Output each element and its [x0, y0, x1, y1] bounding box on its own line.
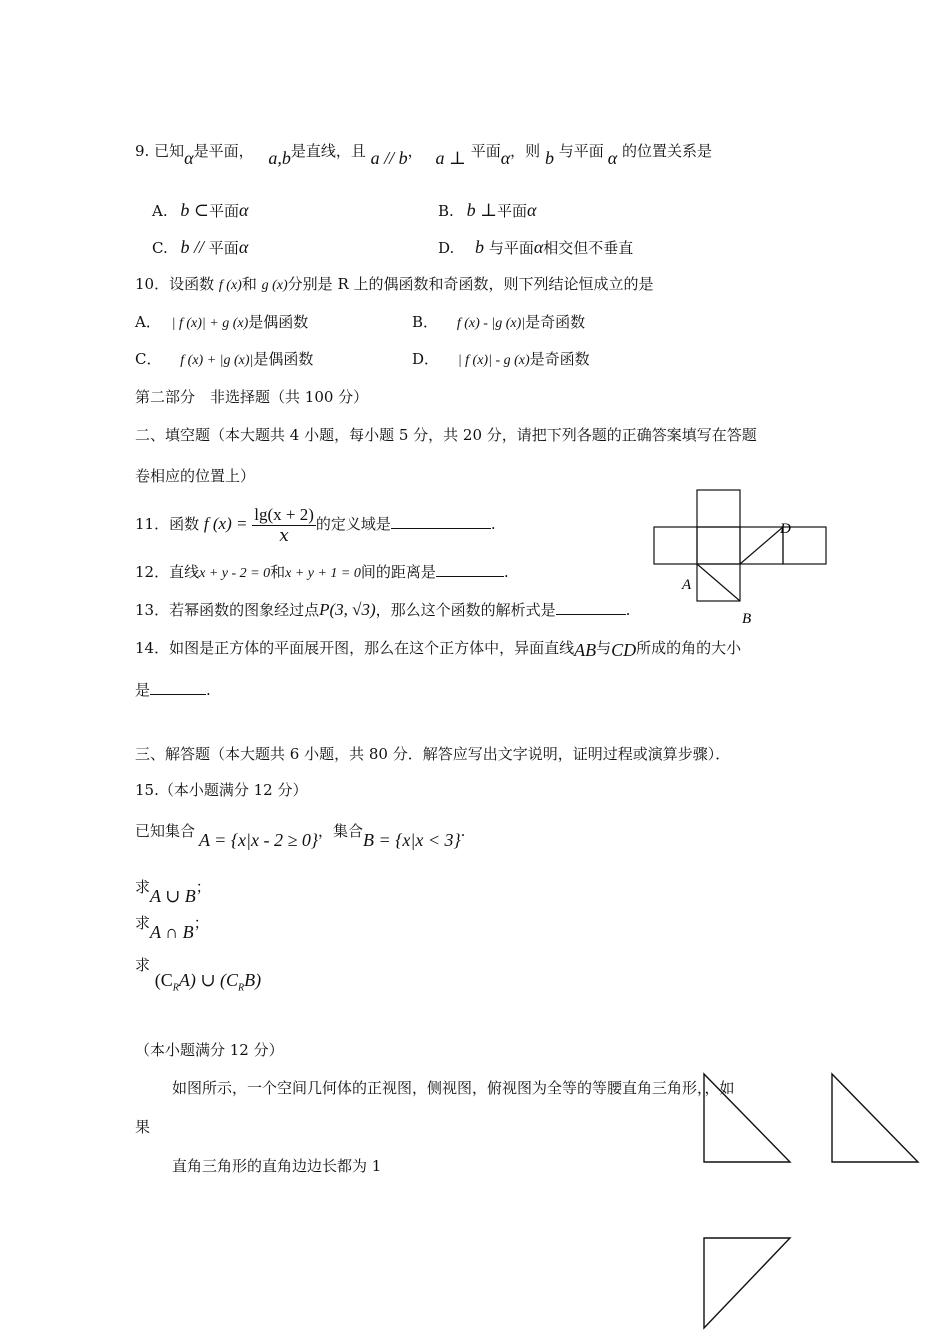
q16-line3: 直角三角形的直角边边长都为 1 [172, 1157, 382, 1175]
q12-answer-blank[interactable] [436, 562, 504, 577]
label-a: A [682, 577, 692, 593]
segment-ab [697, 564, 740, 601]
q14-cont: 是 . [135, 681, 211, 699]
section2-heading: 二、填空题（本大题共 4 小题，每小题 5 分，共 20 分，请把下列各题的正确答案填写在答题 [135, 426, 757, 444]
front-view-triangle [700, 1070, 794, 1166]
q10-stem: 10．设函数 f (x)和 g (x)分别是 R 上的偶函数和奇函数，则下列结论恒成立的是 [135, 275, 654, 293]
q9-option-d: D. b 与平面α相交但不垂直 [438, 237, 634, 257]
q13-answer-blank[interactable] [556, 600, 626, 615]
q10-option-c: C． f (x) + |g (x)|是偶函数 [135, 350, 314, 368]
q16-line1: 如图所示，一个空间几何体的正视图，侧视图，俯视图为全等的等腰直角三角形，，如 [172, 1079, 735, 1097]
q9-option-b: B. b ⊥平面α [438, 200, 537, 220]
q9-option-a: A. b ⊂平面α [152, 200, 249, 220]
q15-part3: 求 $(C_RA)$ ∪ $(C_RB)$ [135, 956, 262, 994]
label-b: B [742, 611, 752, 627]
q16-heading: （本小题满分 12 分） [135, 1041, 284, 1059]
q14-answer-blank[interactable] [150, 680, 206, 695]
q14: 14．如图是正方体的平面展开图，那么在这个正方体中，异面直线AB与CD所成的角的大小 [135, 639, 742, 660]
section2-heading-cont: 卷相应的位置上） [135, 467, 256, 485]
q13: 13．若幂函数的图象经过点P(3, √3)，那么这个函数的解析式是 . [135, 600, 631, 619]
q9-stem: 9. 已知α是平面， a,b是直线，且 a // b， a ⊥ 平面α，则 b 与平面 α 的位置关系是 [135, 142, 712, 168]
net-square [654, 527, 697, 564]
q16-line2: 果 [135, 1118, 151, 1136]
segment-cd [740, 527, 783, 564]
top-view-triangle [700, 1234, 794, 1334]
q15-heading: 15.（本小题满分 12 分） [135, 781, 308, 799]
net-square [697, 490, 740, 527]
q11-answer-blank[interactable] [391, 514, 491, 529]
q11-fraction: $\frac{\lg(x + 2)}{x}$ [254, 504, 314, 546]
label-d: D [780, 521, 791, 537]
q15-stem: 已知集合 A = {x|x - 2 ≥ 0}，集合B = {x|x < 3}. [135, 822, 466, 850]
part2-heading: 第二部分 非选择题（共 100 分） [135, 388, 369, 406]
cube-net-figure [650, 485, 835, 630]
side-view-triangle [828, 1070, 922, 1166]
q10-option-b: B． f (x) - |g (x)|是奇函数 [412, 313, 586, 331]
net-square [697, 527, 740, 564]
section3-heading: 三、解答题（本大题共 6 小题，共 80 分．解答应写出文字说明，证明过程或演算步骤）． [135, 745, 731, 763]
q11: 11．函数 f (x) = $\frac{\lg(x + 2)}{x}$ 的定义域是 . [135, 504, 496, 546]
q10-option-a: A． | f (x)| + g (x)是偶函数 [135, 313, 309, 331]
q12: 12．直线x + y - 2 = 0和x + y + 1 = 0间的距离是 . [135, 563, 509, 581]
q15-part2: 求A ∩ B； [135, 914, 209, 942]
q10-option-d: D． | f (x)| - g (x)是奇函数 [412, 350, 590, 368]
q9-option-c: C. b // 平面α [152, 237, 249, 257]
q15-part1: 求A ∪ B； [135, 878, 211, 906]
